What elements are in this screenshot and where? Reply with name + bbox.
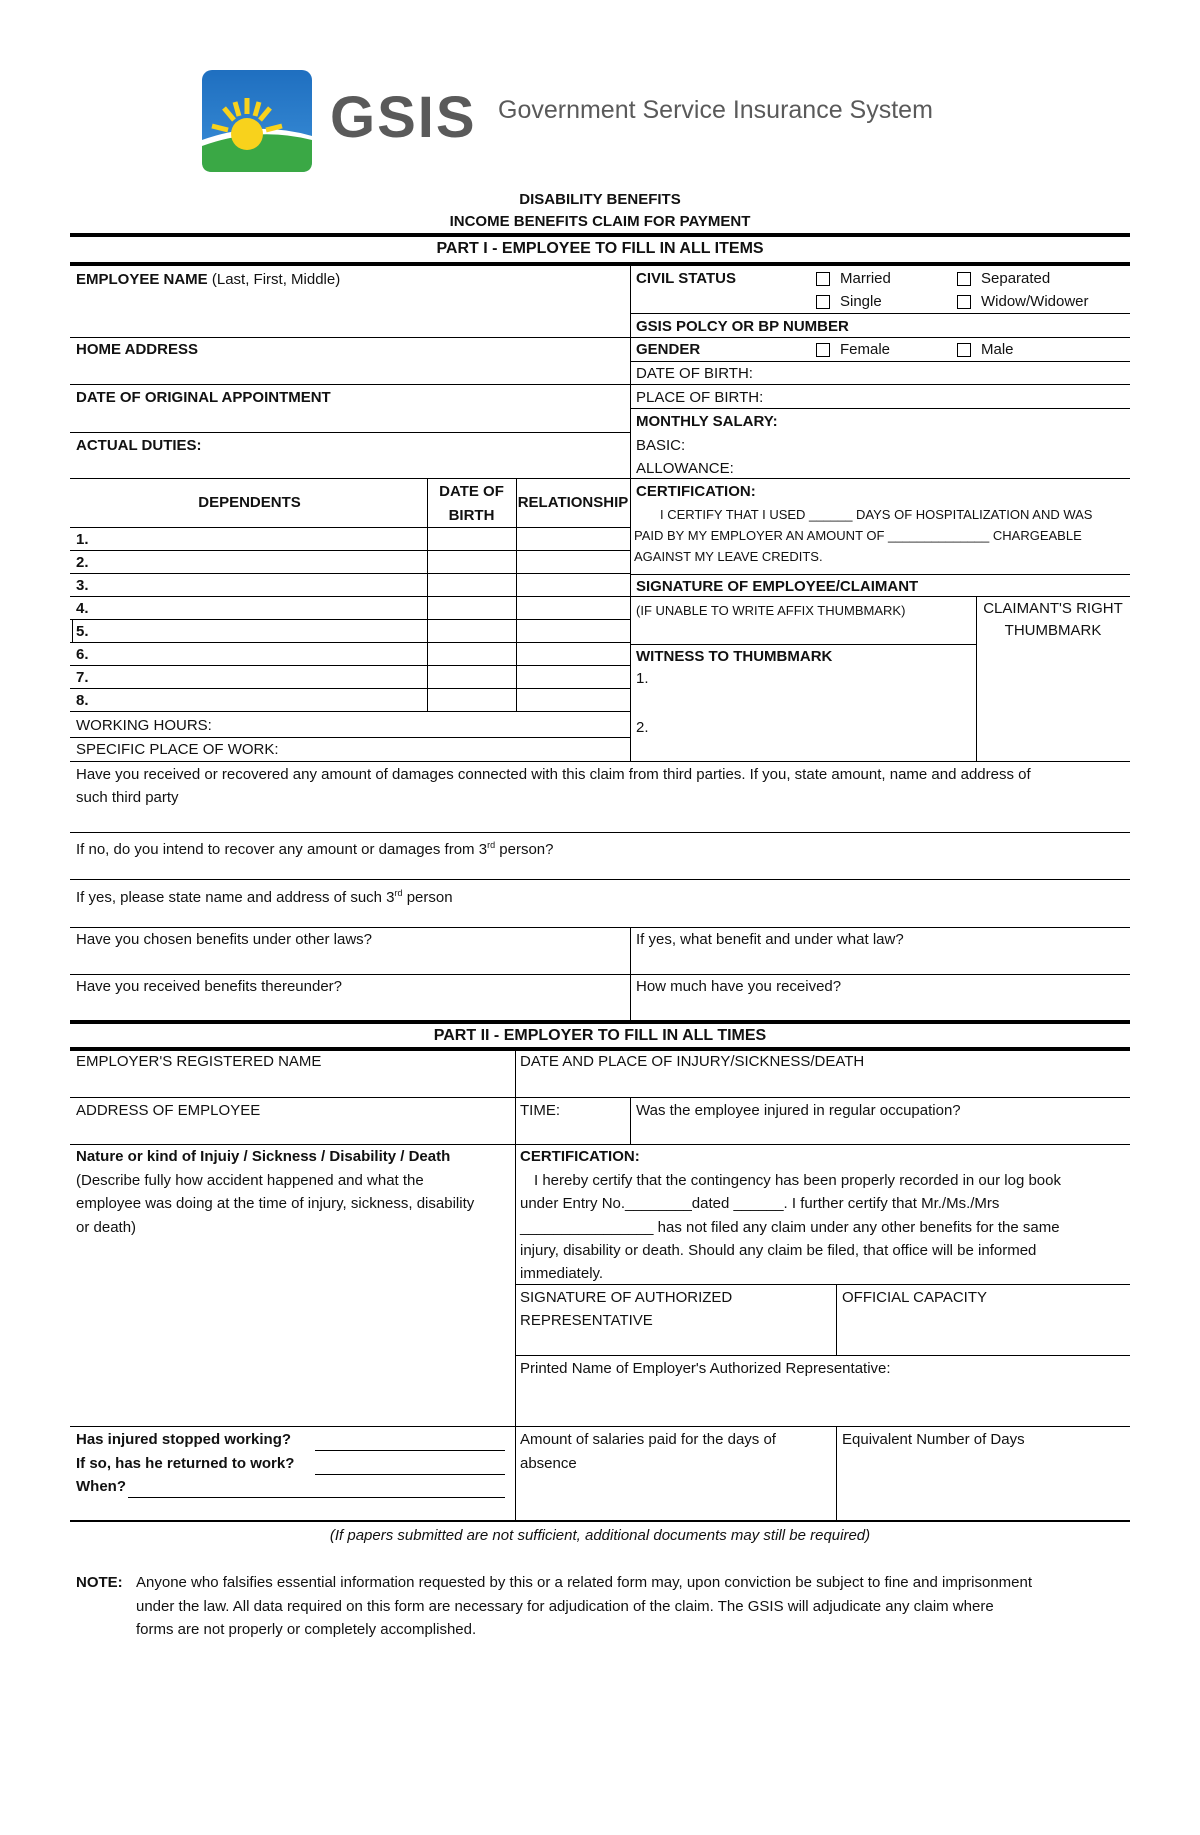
thumbmark-hint: (IF UNABLE TO WRITE AFFIX THUMBMARK) [636, 603, 906, 618]
employee-cert-label: CERTIFICATION: [636, 483, 756, 500]
dependent-row: 2. [76, 554, 89, 571]
official-capacity-label: OFFICIAL CAPACITY [842, 1289, 988, 1306]
right-thumb-label-1: CLAIMANT'S RIGHT [983, 600, 1123, 617]
signature-authorized-2: REPRESENTATIVE [520, 1312, 653, 1329]
dependent-row: 1. [76, 531, 89, 548]
female-checkbox[interactable] [816, 343, 830, 357]
dependent-row: 4. [76, 600, 89, 617]
widow-checkbox[interactable] [957, 295, 971, 309]
dependent-row: 6. [76, 646, 89, 663]
monthly-salary-label: MONTHLY SALARY: [636, 413, 778, 430]
male-checkbox[interactable] [957, 343, 971, 357]
employee-cert-line2: PAID BY MY EMPLOYER AN AMOUNT OF ______________ CHARGEABLE [634, 528, 1082, 543]
dependents-header: DEPENDENTS [198, 494, 301, 511]
returned-to-work-question: If so, has he returned to work? [76, 1455, 295, 1472]
regular-occupation-question: Was the employee injured in regular occupation? [636, 1102, 961, 1119]
employer-cert-label: CERTIFICATION: [520, 1148, 640, 1165]
note-label: NOTE: [76, 1574, 123, 1591]
dependent-row: 8. [76, 692, 89, 709]
date-place-injury-label: DATE AND PLACE OF INJURY/SICKNESS/DEATH [520, 1053, 865, 1070]
gsis-logo [202, 70, 312, 172]
right-thumb-label-2: THUMBMARK [1004, 622, 1102, 639]
widow-label: Widow/Widower [981, 293, 1089, 310]
question-damages-cont: such third party [76, 789, 179, 806]
question-other-laws: Have you chosen benefits under other laws? [76, 931, 373, 948]
dependent-row: 5. [76, 623, 89, 640]
signature-authorized-1: SIGNATURE OF AUTHORIZED [520, 1289, 733, 1306]
employee-name-label: EMPLOYEE NAME (Last, First, Middle) [76, 271, 341, 288]
married-checkbox[interactable] [816, 272, 830, 286]
stopped-working-question: Has injured stopped working? [76, 1431, 292, 1448]
pob-label: PLACE OF BIRTH: [636, 389, 764, 406]
signature-label: SIGNATURE OF EMPLOYEE/CLAIMANT [636, 578, 919, 595]
note-line-1: Anyone who falsifies essential information requested by this or a related form may, upon conviction be subject to fine and imprisonment [136, 1574, 1033, 1591]
witness-2: 2. [636, 719, 649, 736]
single-checkbox[interactable] [816, 295, 830, 309]
employer-name-label: EMPLOYER'S REGISTERED NAME [76, 1053, 322, 1070]
question-intend-recover: If no, do you intend to recover any amount or damages from 3rd person? [76, 840, 554, 858]
specific-place-label: SPECIFIC PLACE OF WORK: [76, 741, 279, 758]
basic-label: BASIC: [636, 437, 686, 454]
female-label: Female [840, 341, 891, 358]
printed-name-label: Printed Name of Employer's Authorized Representative: [520, 1360, 891, 1377]
salaries-paid-label-1: Amount of salaries paid for the days of [520, 1431, 776, 1448]
working-hours-label: WORKING HOURS: [76, 717, 212, 734]
nature-of-injury-label: Nature or kind of Injuiy / Sickness / Disability / Death [76, 1148, 451, 1165]
employee-cert-line1: I CERTIFY THAT I USED ______ DAYS OF HOSPITALIZATION AND WAS [660, 507, 1093, 522]
part1-heading: PART I - EMPLOYEE TO FILL IN ALL ITEMS [436, 240, 764, 257]
witness-1: 1. [636, 670, 649, 687]
dependent-row: 3. [76, 577, 89, 594]
nature-hint-2: employee was doing at the time of injury, sickness, disability [76, 1195, 475, 1212]
single-label: Single [840, 293, 882, 310]
home-address-label: HOME ADDRESS [76, 341, 198, 358]
form-title: DISABILITY BENEFITS [519, 191, 681, 208]
time-label: TIME: [520, 1102, 560, 1119]
question-how-much: How much have you received? [636, 978, 842, 995]
allowance-label: ALLOWANCE: [636, 460, 734, 477]
address-employee-label: ADDRESS OF EMPLOYEE [76, 1102, 261, 1119]
male-label: Male [981, 341, 1014, 358]
note-line-2: under the law. All data required on this form are necessary for adjudication of the claim. The GSIS will adjudicate any claim where [136, 1598, 994, 1615]
question-received-benefits: Have you received benefits thereunder? [76, 978, 343, 995]
equivalent-days-label: Equivalent Number of Days [842, 1431, 1025, 1448]
nature-hint-3: or death) [76, 1219, 137, 1236]
original-appointment-label: DATE OF ORIGINAL APPOINTMENT [76, 389, 331, 406]
note-line-3: forms are not properly or completely accomplished. [136, 1621, 477, 1638]
question-third-person: If yes, please state name and address of such 3rd person [76, 888, 453, 906]
employer-cert-5: immediately. [520, 1265, 604, 1282]
employer-cert-2: under Entry No.________dated ______. I further certify that Mr./Ms./Mrs [520, 1195, 1000, 1212]
when-question: When? [76, 1478, 126, 1495]
witness-label: WITNESS TO THUMBMARK [636, 648, 833, 665]
question-damages: Have you received or recovered any amount of damages connected with this claim from third parties. If you, state amount, name and address of [76, 766, 1031, 783]
employer-cert-1: I hereby certify that the contingency has been properly recorded in our log book [534, 1172, 1061, 1189]
dob-label: DATE OF BIRTH: [636, 365, 753, 382]
gsis-sun-emblem-icon [202, 70, 312, 172]
question-which-law: If yes, what benefit and under what law? [636, 931, 904, 948]
dob-header-2: BIRTH [448, 507, 495, 524]
employer-cert-4: injury, disability or death. Should any claim be filed, that office will be informed [520, 1242, 1037, 1259]
employer-cert-3: ________________ has not filed any claim under any other benefits for the same [520, 1219, 1060, 1236]
policy-number-label: GSIS POLCY OR BP NUMBER [636, 318, 849, 335]
dob-header-1: DATE OF [439, 483, 504, 500]
form-subtitle: INCOME BENEFITS CLAIM FOR PAYMENT [449, 213, 751, 230]
nature-hint-1: (Describe fully how accident happened and what the [76, 1172, 424, 1189]
salaries-paid-label-2: absence [520, 1455, 577, 1472]
employee-cert-line3: AGAINST MY LEAVE CREDITS. [634, 549, 823, 564]
logo-mark: GSIS [330, 85, 477, 150]
married-label: Married [840, 270, 891, 287]
dependent-row: 7. [76, 669, 89, 686]
separated-label: Separated [981, 270, 1051, 287]
gender-label: GENDER [636, 341, 701, 358]
relationship-header: RELATIONSHIP [517, 494, 629, 511]
part2-heading: PART II - EMPLOYER TO FILL IN ALL TIMES [433, 1027, 767, 1044]
civil-status-label: CIVIL STATUS [636, 270, 737, 287]
separated-checkbox[interactable] [957, 272, 971, 286]
logo-subtitle: Government Service Insurance System [498, 96, 933, 124]
papers-note: (If papers submitted are not sufficient, additional documents may still be required) [329, 1527, 871, 1544]
actual-duties-label: ACTUAL DUTIES: [76, 437, 202, 454]
